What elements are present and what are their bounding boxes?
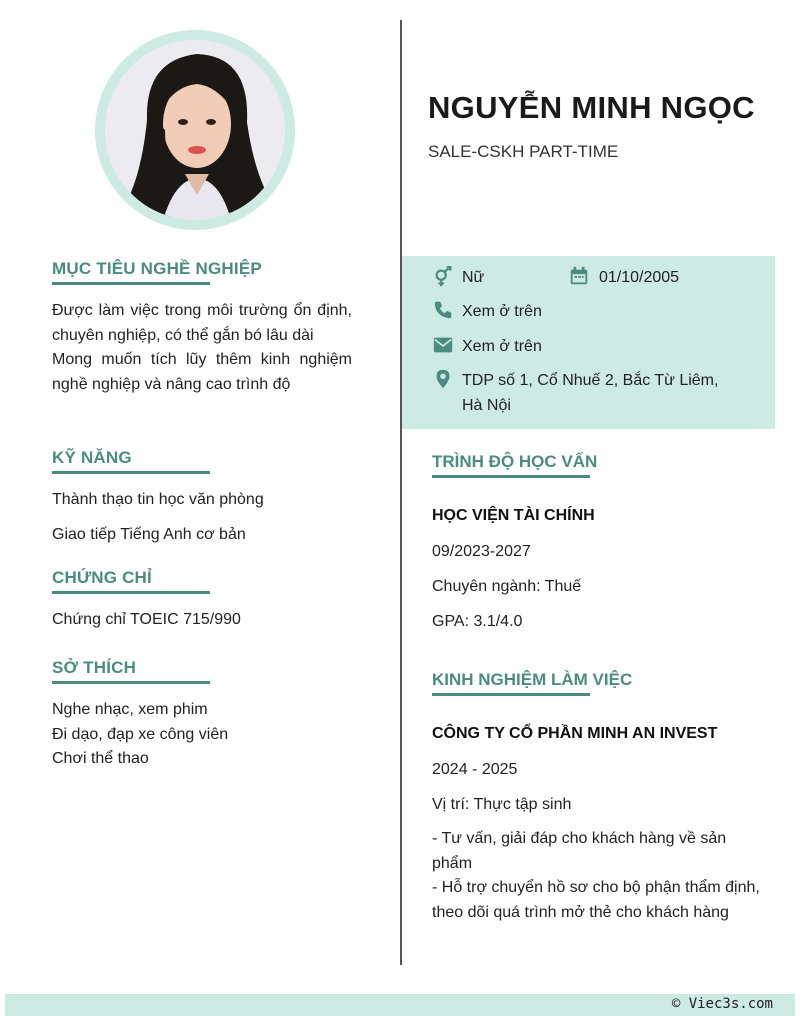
phone-value: Xem ở trên [462,303,542,320]
candidate-name: NGUYỄN MINH NGỌC [428,90,755,125]
objective-paragraph-1: Được làm việc trong môi trường ổn định, chuyên nghiệp, có thể gắn bó lâu dài [52,302,352,344]
skills-title: KỸ NĂNG [52,448,352,474]
company-name: CÔNG TY CỔ PHẦN MINH AN INVEST [432,725,718,742]
objective-title: MỤC TIÊU NGHỀ NGHIỆP [52,259,352,285]
gender-icon [432,266,454,288]
experience-section [432,670,762,925]
experience-duty-2: - Hỗ trợ chuyển hồ sơ cho bộ phận thẩm định, theo dõi quá trình mở thẻ cho khách hàng [432,879,760,921]
education-title: TRÌNH ĐỘ HỌC VẤN [432,452,762,478]
hobby-item: Chơi thể thao [52,750,149,767]
education-gpa: GPA: 3.1/4.0 [432,613,523,630]
birthdate-value: 01/10/2005 [599,269,680,286]
gender-value: Nữ [462,269,485,286]
school-name: HỌC VIỆN TÀI CHÍNH [432,507,595,524]
footer-bar [5,994,795,1016]
certificate-item: Chứng chỉ TOEIC 715/990 [52,611,241,628]
avatar-frame [95,30,295,230]
location-icon [432,368,454,390]
certificates-title: CHỨNG CHỈ [52,568,352,594]
experience-period: 2024 - 2025 [432,761,518,778]
hobbies-title: SỞ THÍCH [52,658,352,684]
calendar-icon [568,265,590,287]
education-period: 09/2023-2027 [432,543,531,560]
phone-icon [432,299,454,321]
watermark: © Viec3s.com [671,996,773,1012]
education-major: Chuyên ngành: Thuế [432,578,582,595]
experience-role: Vị trí: Thực tập sinh [432,796,572,813]
skills-section [52,448,352,547]
certificates-section [52,568,352,632]
objective-section [52,259,352,397]
column-divider [400,20,402,965]
experience-duty-1: - Tư vấn, giải đáp cho khách hàng về sản phẩm [432,830,727,872]
skill-item: Thành thạo tin học văn phòng [52,491,264,508]
address-line-1: TDP số 1, Cổ Nhuế 2, Bắc Từ Liêm, [462,372,719,389]
contact-box [402,256,775,429]
experience-title: KINH NGHIỆM LÀM VIỆC [432,670,762,696]
education-section [432,452,762,634]
skill-item: Giao tiếp Tiếng Anh cơ bản [52,526,246,543]
avatar [105,40,285,220]
hobby-item: Nghe nhạc, xem phim [52,701,208,718]
hobbies-section [52,658,352,772]
address-line-2: Hà Nội [462,397,511,414]
email-icon [432,334,454,356]
objective-paragraph-2: Mong muốn tích lũy thêm kinh nghiệm nghề nghiệp và nâng cao trình độ [52,351,352,393]
email-value: Xem ở trên [462,338,542,355]
hobby-item: Đi dạo, đạp xe công viên [52,725,229,743]
job-position: SALE-CSKH PART-TIME [428,142,619,161]
